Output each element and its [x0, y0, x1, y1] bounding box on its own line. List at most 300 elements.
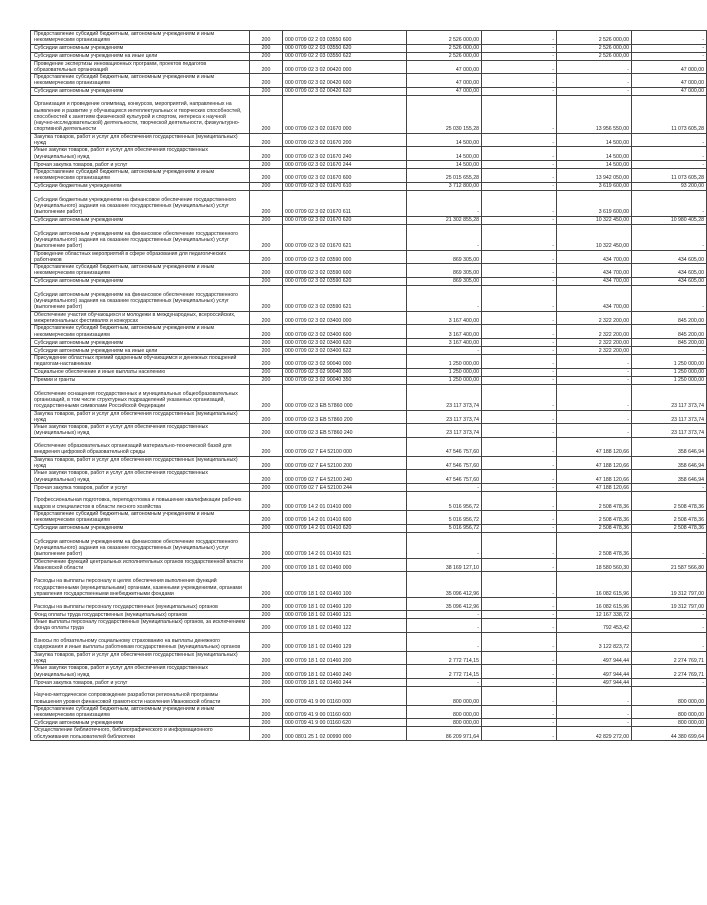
table-row: [31, 705, 707, 719]
row-budget-classification-code: 000 0709 02 3 02 01670 200: [283, 133, 407, 147]
row-line-code: 200: [250, 727, 283, 741]
table-row: [31, 60, 707, 74]
row-budget-classification-code: 000 0709 02 7 E4 52100 200: [283, 456, 407, 470]
row-line-code: 200: [250, 678, 283, 686]
row-approved-amount: -: [407, 632, 482, 651]
row-unexecuted-amount: 1 250 000,00: [632, 376, 707, 384]
table-row: [31, 719, 707, 727]
row-executed-amount: 47 188 120,66: [557, 470, 632, 484]
row-executed-amount: 47 188 120,66: [557, 437, 632, 456]
row-name: Субсидии автономным учреждениям: [31, 87, 250, 95]
row-unexecuted-amount: 1 250 000,00: [632, 368, 707, 376]
row-column-2-amount: -: [482, 572, 557, 598]
row-budget-classification-code: 000 0709 02 2 03 03550 620: [283, 44, 407, 52]
row-unexecuted-amount: 11 073 605,28: [632, 168, 707, 182]
row-line-code: 200: [250, 632, 283, 651]
row-name: Расходы на выплаты персоналу государственных (муниципальных) органов: [31, 598, 250, 611]
row-column-2-amount: -: [482, 31, 557, 45]
table-row: [31, 354, 707, 368]
row-unexecuted-amount: -: [632, 147, 707, 161]
row-column-2-amount: -: [482, 182, 557, 190]
row-unexecuted-amount: -: [632, 44, 707, 52]
row-column-2-amount: -: [482, 368, 557, 376]
row-unexecuted-amount: -: [632, 190, 707, 216]
table-row: [31, 147, 707, 161]
row-approved-amount: 5 016 956,72: [407, 491, 482, 510]
row-executed-amount: -: [557, 74, 632, 88]
row-name: Научно-методическое сопровождение разработки региональной программы повышения уровня финансовой грамотности населения Ивановской области: [31, 686, 250, 705]
table-row: [31, 456, 707, 470]
row-name: Субсидии автономным учреждениям на иные цели: [31, 346, 250, 354]
row-column-2-amount: -: [482, 470, 557, 484]
table-row: [31, 437, 707, 456]
row-executed-amount: 2 526 000,00: [557, 52, 632, 60]
row-approved-amount: 2 526 000,00: [407, 31, 482, 45]
row-budget-classification-code: 000 0709 02 3 02 00420 000: [283, 60, 407, 74]
row-unexecuted-amount: -: [632, 611, 707, 619]
row-approved-amount: 14 500,00: [407, 133, 482, 147]
row-unexecuted-amount: 358 646,94: [632, 437, 707, 456]
table-row: [31, 619, 707, 633]
row-budget-classification-code: 000 0709 02 3 02 03400 600: [283, 325, 407, 339]
row-name: Предоставление субсидий бюджетным, автономным учреждениям и иным некоммерческим организациям: [31, 705, 250, 719]
row-unexecuted-amount: 434 605,00: [632, 264, 707, 278]
row-unexecuted-amount: 23 117 373,74: [632, 384, 707, 410]
row-approved-amount: -: [407, 532, 482, 558]
row-executed-amount: 16 082 615,96: [557, 598, 632, 611]
row-approved-amount: 800 000,00: [407, 705, 482, 719]
row-unexecuted-amount: 19 312 797,00: [632, 598, 707, 611]
table-row: [31, 325, 707, 339]
row-name: Премии и гранты: [31, 376, 250, 384]
table-row: [31, 168, 707, 182]
row-column-2-amount: -: [482, 719, 557, 727]
row-column-2-amount: -: [482, 190, 557, 216]
table-row: [31, 74, 707, 88]
table-row: [31, 311, 707, 325]
row-approved-amount: 14 500,00: [407, 160, 482, 168]
row-budget-classification-code: 000 0709 02 3 02 03590 600: [283, 264, 407, 278]
row-approved-amount: 869 305,00: [407, 250, 482, 264]
row-name: Иные выплаты персоналу государственных (муниципальных) органов, за исключением фонда оплаты труда: [31, 619, 250, 633]
row-line-code: 200: [250, 598, 283, 611]
row-budget-classification-code: 000 0709 18 1 02 01460 129: [283, 632, 407, 651]
row-column-2-amount: -: [482, 611, 557, 619]
row-line-code: 200: [250, 224, 283, 250]
row-unexecuted-amount: 47 000,00: [632, 87, 707, 95]
table-row: [31, 190, 707, 216]
row-budget-classification-code: 000 0709 02 3 02 00420 620: [283, 87, 407, 95]
table-row: [31, 410, 707, 424]
row-name: Предоставление субсидий бюджетным, автономным учреждениям и иным некоммерческим организациям: [31, 510, 250, 524]
row-approved-amount: 5 016 956,72: [407, 524, 482, 532]
row-line-code: 200: [250, 470, 283, 484]
row-approved-amount: 47 000,00: [407, 74, 482, 88]
row-line-code: 200: [250, 491, 283, 510]
row-executed-amount: -: [557, 354, 632, 368]
row-approved-amount: 5 016 956,72: [407, 510, 482, 524]
row-unexecuted-amount: -: [632, 31, 707, 45]
row-unexecuted-amount: -: [632, 532, 707, 558]
row-line-code: 200: [250, 250, 283, 264]
row-budget-classification-code: 000 0709 02 3 EВ 57860 000: [283, 384, 407, 410]
row-approved-amount: 35 096 412,96: [407, 572, 482, 598]
row-name: Взносы по обязательному социальному страхованию на выплаты денежного содержания и иные выплаты работникам государственных (муниципальных) органов: [31, 632, 250, 651]
row-line-code: 200: [250, 524, 283, 532]
row-name: Субсидии автономным учреждениям на финансовое обеспечение государственного (муниципального) задания на оказание государственных (муниципальных) услуг (выполнение работ): [31, 285, 250, 311]
table-row: [31, 133, 707, 147]
row-budget-classification-code: 000 0709 14 2 01 01410 620: [283, 524, 407, 532]
row-name: Фонд оплаты труда государственных (муниципальных) органов: [31, 611, 250, 619]
row-unexecuted-amount: 845 200,00: [632, 325, 707, 339]
row-executed-amount: 3 619 600,00: [557, 190, 632, 216]
row-budget-classification-code: 000 0709 02 3 02 01670 240: [283, 147, 407, 161]
row-column-2-amount: -: [482, 346, 557, 354]
row-budget-classification-code: 000 0709 02 2 03 03550 622: [283, 52, 407, 60]
row-unexecuted-amount: -: [632, 619, 707, 633]
row-approved-amount: -: [407, 190, 482, 216]
row-line-code: 200: [250, 558, 283, 572]
row-column-2-amount: -: [482, 410, 557, 424]
row-line-code: 200: [250, 346, 283, 354]
row-executed-amount: 2 322 200,00: [557, 338, 632, 346]
row-executed-amount: 10 322 450,00: [557, 216, 632, 224]
row-column-2-amount: -: [482, 437, 557, 456]
row-column-2-amount: -: [482, 705, 557, 719]
row-column-2-amount: -: [482, 224, 557, 250]
row-name: Иные закупки товаров, работ и услуг для обеспечения государственных (муниципальных) нужд: [31, 470, 250, 484]
row-unexecuted-amount: 434 605,00: [632, 277, 707, 285]
row-unexecuted-amount: 21 587 566,80: [632, 558, 707, 572]
row-name: Субсидии автономным учреждениям: [31, 524, 250, 532]
row-column-2-amount: -: [482, 354, 557, 368]
row-name: Прочая закупка товаров, работ и услуг: [31, 160, 250, 168]
row-executed-amount: 2 322 200,00: [557, 346, 632, 354]
row-line-code: 200: [250, 651, 283, 665]
row-column-2-amount: -: [482, 491, 557, 510]
row-budget-classification-code: 000 0709 18 1 02 01460 120: [283, 598, 407, 611]
row-column-2-amount: -: [482, 74, 557, 88]
row-executed-amount: -: [557, 719, 632, 727]
row-name: Профессиональная подготовка, переподготовка и повышение квалификации рабочих кадров и специалистов в области лесного хозяйства: [31, 491, 250, 510]
row-approved-amount: 2 526 000,00: [407, 52, 482, 60]
row-column-2-amount: -: [482, 727, 557, 741]
row-name: Закупка товаров, работ и услуг для обеспечения государственных (муниципальных) нужд: [31, 133, 250, 147]
table-row: [31, 44, 707, 52]
row-budget-classification-code: 000 0709 14 2 01 01410 621: [283, 532, 407, 558]
row-column-2-amount: -: [482, 678, 557, 686]
row-line-code: 200: [250, 437, 283, 456]
table-row: [31, 376, 707, 384]
row-column-2-amount: -: [482, 510, 557, 524]
row-budget-classification-code: 000 0709 18 1 02 01460 240: [283, 665, 407, 679]
table-row: [31, 338, 707, 346]
row-line-code: 200: [250, 719, 283, 727]
row-column-2-amount: -: [482, 250, 557, 264]
row-approved-amount: 1 250 000,00: [407, 368, 482, 376]
row-executed-amount: -: [557, 60, 632, 74]
row-unexecuted-amount: 358 646,94: [632, 470, 707, 484]
row-budget-classification-code: 000 0709 18 1 02 01460 000: [283, 558, 407, 572]
row-budget-classification-code: 000 0709 02 3 02 90040 000: [283, 354, 407, 368]
row-unexecuted-amount: 1 250 000,00: [632, 354, 707, 368]
row-executed-amount: 42 829 272,00: [557, 727, 632, 741]
table-row: [31, 224, 707, 250]
row-approved-amount: 2 526 000,00: [407, 44, 482, 52]
row-column-2-amount: -: [482, 632, 557, 651]
row-line-code: 200: [250, 410, 283, 424]
row-executed-amount: 16 082 615,96: [557, 572, 632, 598]
row-budget-classification-code: 000 0709 02 3 02 00420 600: [283, 74, 407, 88]
row-budget-classification-code: 000 0709 02 3 02 01670 600: [283, 168, 407, 182]
table-row: [31, 285, 707, 311]
row-executed-amount: -: [557, 424, 632, 438]
row-line-code: 200: [250, 216, 283, 224]
row-approved-amount: 23 117 373,74: [407, 424, 482, 438]
row-approved-amount: 23 117 373,74: [407, 410, 482, 424]
row-line-code: 200: [250, 277, 283, 285]
row-executed-amount: -: [557, 384, 632, 410]
row-name: Обеспечение образовательных организаций материально-технической базой для внедрения цифровой образовательной среды: [31, 437, 250, 456]
row-line-code: 200: [250, 160, 283, 168]
row-line-code: 200: [250, 264, 283, 278]
row-approved-amount: 3 712 800,00: [407, 182, 482, 190]
row-unexecuted-amount: 2 508 478,36: [632, 491, 707, 510]
row-approved-amount: 3 167 400,00: [407, 311, 482, 325]
row-unexecuted-amount: 845 200,00: [632, 311, 707, 325]
row-approved-amount: 35 096 412,96: [407, 598, 482, 611]
row-approved-amount: 869 305,00: [407, 277, 482, 285]
row-line-code: 200: [250, 384, 283, 410]
row-unexecuted-amount: -: [632, 160, 707, 168]
row-executed-amount: 47 188 120,66: [557, 483, 632, 491]
row-budget-classification-code: 000 0709 02 3 02 01670 244: [283, 160, 407, 168]
row-unexecuted-amount: -: [632, 483, 707, 491]
row-executed-amount: 13 956 550,00: [557, 95, 632, 133]
row-approved-amount: -: [407, 619, 482, 633]
row-line-code: 200: [250, 572, 283, 598]
row-budget-classification-code: 000 0709 02 3 02 90040 300: [283, 368, 407, 376]
table-row: [31, 182, 707, 190]
row-executed-amount: -: [557, 376, 632, 384]
row-approved-amount: 38 169 127,10: [407, 558, 482, 572]
row-line-code: 200: [250, 456, 283, 470]
row-unexecuted-amount: 44 380 699,64: [632, 727, 707, 741]
row-name: Организация и проведение олимпиад, конкурсов, мероприятий, направленных на выявление и развитие у обучающихся интеллектуальных и творческих способностей, способностей к занятиям физической культурой и спортом, интереса к научной (научно-исследовательской) деятельности, творческой деятельности, физкультурно-спортивной деятельности: [31, 95, 250, 133]
row-column-2-amount: -: [482, 95, 557, 133]
row-line-code: 200: [250, 376, 283, 384]
row-budget-classification-code: 000 0709 02 7 E4 52100 240: [283, 470, 407, 484]
row-unexecuted-amount: 93 200,00: [632, 182, 707, 190]
row-approved-amount: 47 000,00: [407, 60, 482, 74]
row-budget-classification-code: 000 0801 25 1 02 00990 000: [283, 727, 407, 741]
row-column-2-amount: -: [482, 665, 557, 679]
row-budget-classification-code: 000 0709 02 3 02 90040 350: [283, 376, 407, 384]
table-row: [31, 598, 707, 611]
row-executed-amount: 497 944,44: [557, 651, 632, 665]
row-approved-amount: 23 117 373,74: [407, 384, 482, 410]
row-column-2-amount: -: [482, 456, 557, 470]
table-row: [31, 470, 707, 484]
row-column-2-amount: -: [482, 264, 557, 278]
table-row: [31, 250, 707, 264]
row-name: Предоставление субсидий бюджетным, автономным учреждениям и иным некоммерческим организациям: [31, 264, 250, 278]
row-approved-amount: 3 167 400,00: [407, 338, 482, 346]
table-row: [31, 651, 707, 665]
row-executed-amount: 12 167 338,72: [557, 611, 632, 619]
row-column-2-amount: -: [482, 376, 557, 384]
row-line-code: 200: [250, 190, 283, 216]
row-unexecuted-amount: 2 508 478,36: [632, 524, 707, 532]
row-executed-amount: 434 700,00: [557, 250, 632, 264]
row-name: Осуществление библиотечного, библиографического и информационного обслуживания пользователей библиотеки: [31, 727, 250, 741]
row-line-code: 200: [250, 532, 283, 558]
row-line-code: 200: [250, 31, 283, 45]
row-line-code: 200: [250, 325, 283, 339]
row-executed-amount: 2 526 000,00: [557, 44, 632, 52]
row-budget-classification-code: 000 0709 02 3 02 01670 000: [283, 95, 407, 133]
row-executed-amount: 14 500,00: [557, 160, 632, 168]
row-executed-amount: 2 508 478,36: [557, 510, 632, 524]
row-approved-amount: 14 500,00: [407, 147, 482, 161]
row-column-2-amount: -: [482, 160, 557, 168]
row-budget-classification-code: 000 0709 02 3 02 03400 000: [283, 311, 407, 325]
row-executed-amount: 2 508 478,36: [557, 491, 632, 510]
row-name: Присуждение областных премий одаренным обучающимся и денежных поощрений педагогам-наставникам: [31, 354, 250, 368]
row-executed-amount: 434 700,00: [557, 277, 632, 285]
table-row: [31, 727, 707, 741]
row-budget-classification-code: 000 0709 02 3 02 01670 620: [283, 216, 407, 224]
row-line-code: 200: [250, 285, 283, 311]
row-executed-amount: 2 322 200,00: [557, 311, 632, 325]
row-unexecuted-amount: -: [632, 678, 707, 686]
row-name: Обеспечение функций центральных исполнительных органов государственной власти Ивановской области: [31, 558, 250, 572]
row-unexecuted-amount: -: [632, 52, 707, 60]
row-approved-amount: 2 772 714,15: [407, 651, 482, 665]
row-budget-classification-code: 000 0709 02 3 02 03590 621: [283, 285, 407, 311]
row-line-code: 200: [250, 368, 283, 376]
row-name: Субсидии автономным учреждениям: [31, 44, 250, 52]
row-budget-classification-code: 000 0709 02 3 02 03400 622: [283, 346, 407, 354]
row-approved-amount: 21 302 855,28: [407, 216, 482, 224]
row-name: Обеспечение участия обучающихся и молодежи в международных, всероссийских, межрегиональных фестивалях и конкурсах: [31, 311, 250, 325]
row-name: Иные закупки товаров, работ и услуг для обеспечения государственных (муниципальных) нужд: [31, 424, 250, 438]
table-row: [31, 424, 707, 438]
row-unexecuted-amount: 47 000,00: [632, 74, 707, 88]
row-approved-amount: 800 000,00: [407, 719, 482, 727]
row-unexecuted-amount: -: [632, 224, 707, 250]
row-unexecuted-amount: 358 646,94: [632, 456, 707, 470]
row-column-2-amount: -: [482, 384, 557, 410]
row-budget-classification-code: 000 0709 02 3 02 01670 610: [283, 182, 407, 190]
table-body: [31, 31, 707, 741]
table-row: [31, 558, 707, 572]
row-name: Прочая закупка товаров, работ и услуг: [31, 483, 250, 491]
row-unexecuted-amount: 2 274 769,71: [632, 651, 707, 665]
row-unexecuted-amount: 800 000,00: [632, 719, 707, 727]
row-executed-amount: 47 188 120,66: [557, 456, 632, 470]
row-budget-classification-code: 000 0709 02 3 02 03590 620: [283, 277, 407, 285]
row-line-code: 200: [250, 483, 283, 491]
row-name: Субсидии бюджетным учреждениям на финансовое обеспечение государственного (муниципального) задания на оказание государственных (муниципальных) услуг (выполнение работ): [31, 190, 250, 216]
row-unexecuted-amount: 23 117 373,74: [632, 424, 707, 438]
row-line-code: 200: [250, 611, 283, 619]
row-budget-classification-code: 000 0709 02 3 02 01670 621: [283, 224, 407, 250]
row-column-2-amount: -: [482, 325, 557, 339]
row-budget-classification-code: 000 0709 18 1 02 01460 121: [283, 611, 407, 619]
row-executed-amount: 14 500,00: [557, 133, 632, 147]
row-column-2-amount: -: [482, 44, 557, 52]
table-row: [31, 52, 707, 60]
row-executed-amount: 2 322 200,00: [557, 325, 632, 339]
row-column-2-amount: -: [482, 216, 557, 224]
row-line-code: 200: [250, 133, 283, 147]
row-name: Субсидии автономным учреждениям: [31, 719, 250, 727]
row-executed-amount: 3 122 823,72: [557, 632, 632, 651]
row-executed-amount: 2 508 478,36: [557, 524, 632, 532]
row-line-code: 200: [250, 311, 283, 325]
table-row: [31, 611, 707, 619]
row-budget-classification-code: 000 0709 02 2 03 03550 600: [283, 31, 407, 45]
row-name: Субсидии автономным учреждениям: [31, 277, 250, 285]
row-line-code: 200: [250, 686, 283, 705]
row-name: Иные закупки товаров, работ и услуг для обеспечения государственных (муниципальных) нужд: [31, 147, 250, 161]
row-approved-amount: -: [407, 483, 482, 491]
row-name: Предоставление субсидий бюджетным, автономным учреждениям и иным некоммерческим организациям: [31, 74, 250, 88]
row-line-code: 200: [250, 665, 283, 679]
table-row: [31, 686, 707, 705]
row-approved-amount: 47 546 757,60: [407, 470, 482, 484]
row-approved-amount: 47 546 757,60: [407, 437, 482, 456]
row-budget-classification-code: 000 0709 02 3 02 03400 620: [283, 338, 407, 346]
row-executed-amount: -: [557, 368, 632, 376]
row-unexecuted-amount: 19 312 797,00: [632, 572, 707, 598]
table-row: [31, 632, 707, 651]
row-executed-amount: 2 508 478,36: [557, 532, 632, 558]
row-unexecuted-amount: -: [632, 285, 707, 311]
row-column-2-amount: -: [482, 619, 557, 633]
row-executed-amount: 3 619 600,00: [557, 182, 632, 190]
row-unexecuted-amount: 10 980 405,28: [632, 216, 707, 224]
row-budget-classification-code: 000 0709 18 1 02 01460 100: [283, 572, 407, 598]
row-budget-classification-code: 000 0709 14 2 01 01410 600: [283, 510, 407, 524]
row-unexecuted-amount: -: [632, 346, 707, 354]
row-approved-amount: 869 305,00: [407, 264, 482, 278]
row-executed-amount: -: [557, 87, 632, 95]
table-row: [31, 384, 707, 410]
row-name: Субсидии автономным учреждениям на иные цели: [31, 52, 250, 60]
table-row: [31, 510, 707, 524]
row-budget-classification-code: 000 0709 02 7 E4 52100 000: [283, 437, 407, 456]
row-approved-amount: 86 209 971,64: [407, 727, 482, 741]
row-column-2-amount: -: [482, 168, 557, 182]
row-executed-amount: 2 526 000,00: [557, 31, 632, 45]
row-executed-amount: 10 322 450,00: [557, 224, 632, 250]
row-name: Субсидии автономным учреждениям на финансовое обеспечение государственного (муниципального) задания на оказание государственных (муниципальных) услуг (выполнение работ): [31, 224, 250, 250]
row-column-2-amount: -: [482, 686, 557, 705]
row-column-2-amount: -: [482, 424, 557, 438]
row-column-2-amount: -: [482, 285, 557, 311]
row-name: Предоставление субсидий бюджетным, автономным учреждениям и иным некоммерческим организациям: [31, 325, 250, 339]
row-approved-amount: 1 250 000,00: [407, 376, 482, 384]
row-budget-classification-code: 000 0709 18 1 02 01460 244: [283, 678, 407, 686]
table-row: [31, 678, 707, 686]
table-row: [31, 346, 707, 354]
row-name: Закупка товаров, работ и услуг для обеспечения государственных (муниципальных) нужд: [31, 651, 250, 665]
row-approved-amount: 800 000,00: [407, 686, 482, 705]
row-budget-classification-code: 000 0709 02 7 E4 52100 244: [283, 483, 407, 491]
row-executed-amount: 497 944,44: [557, 678, 632, 686]
